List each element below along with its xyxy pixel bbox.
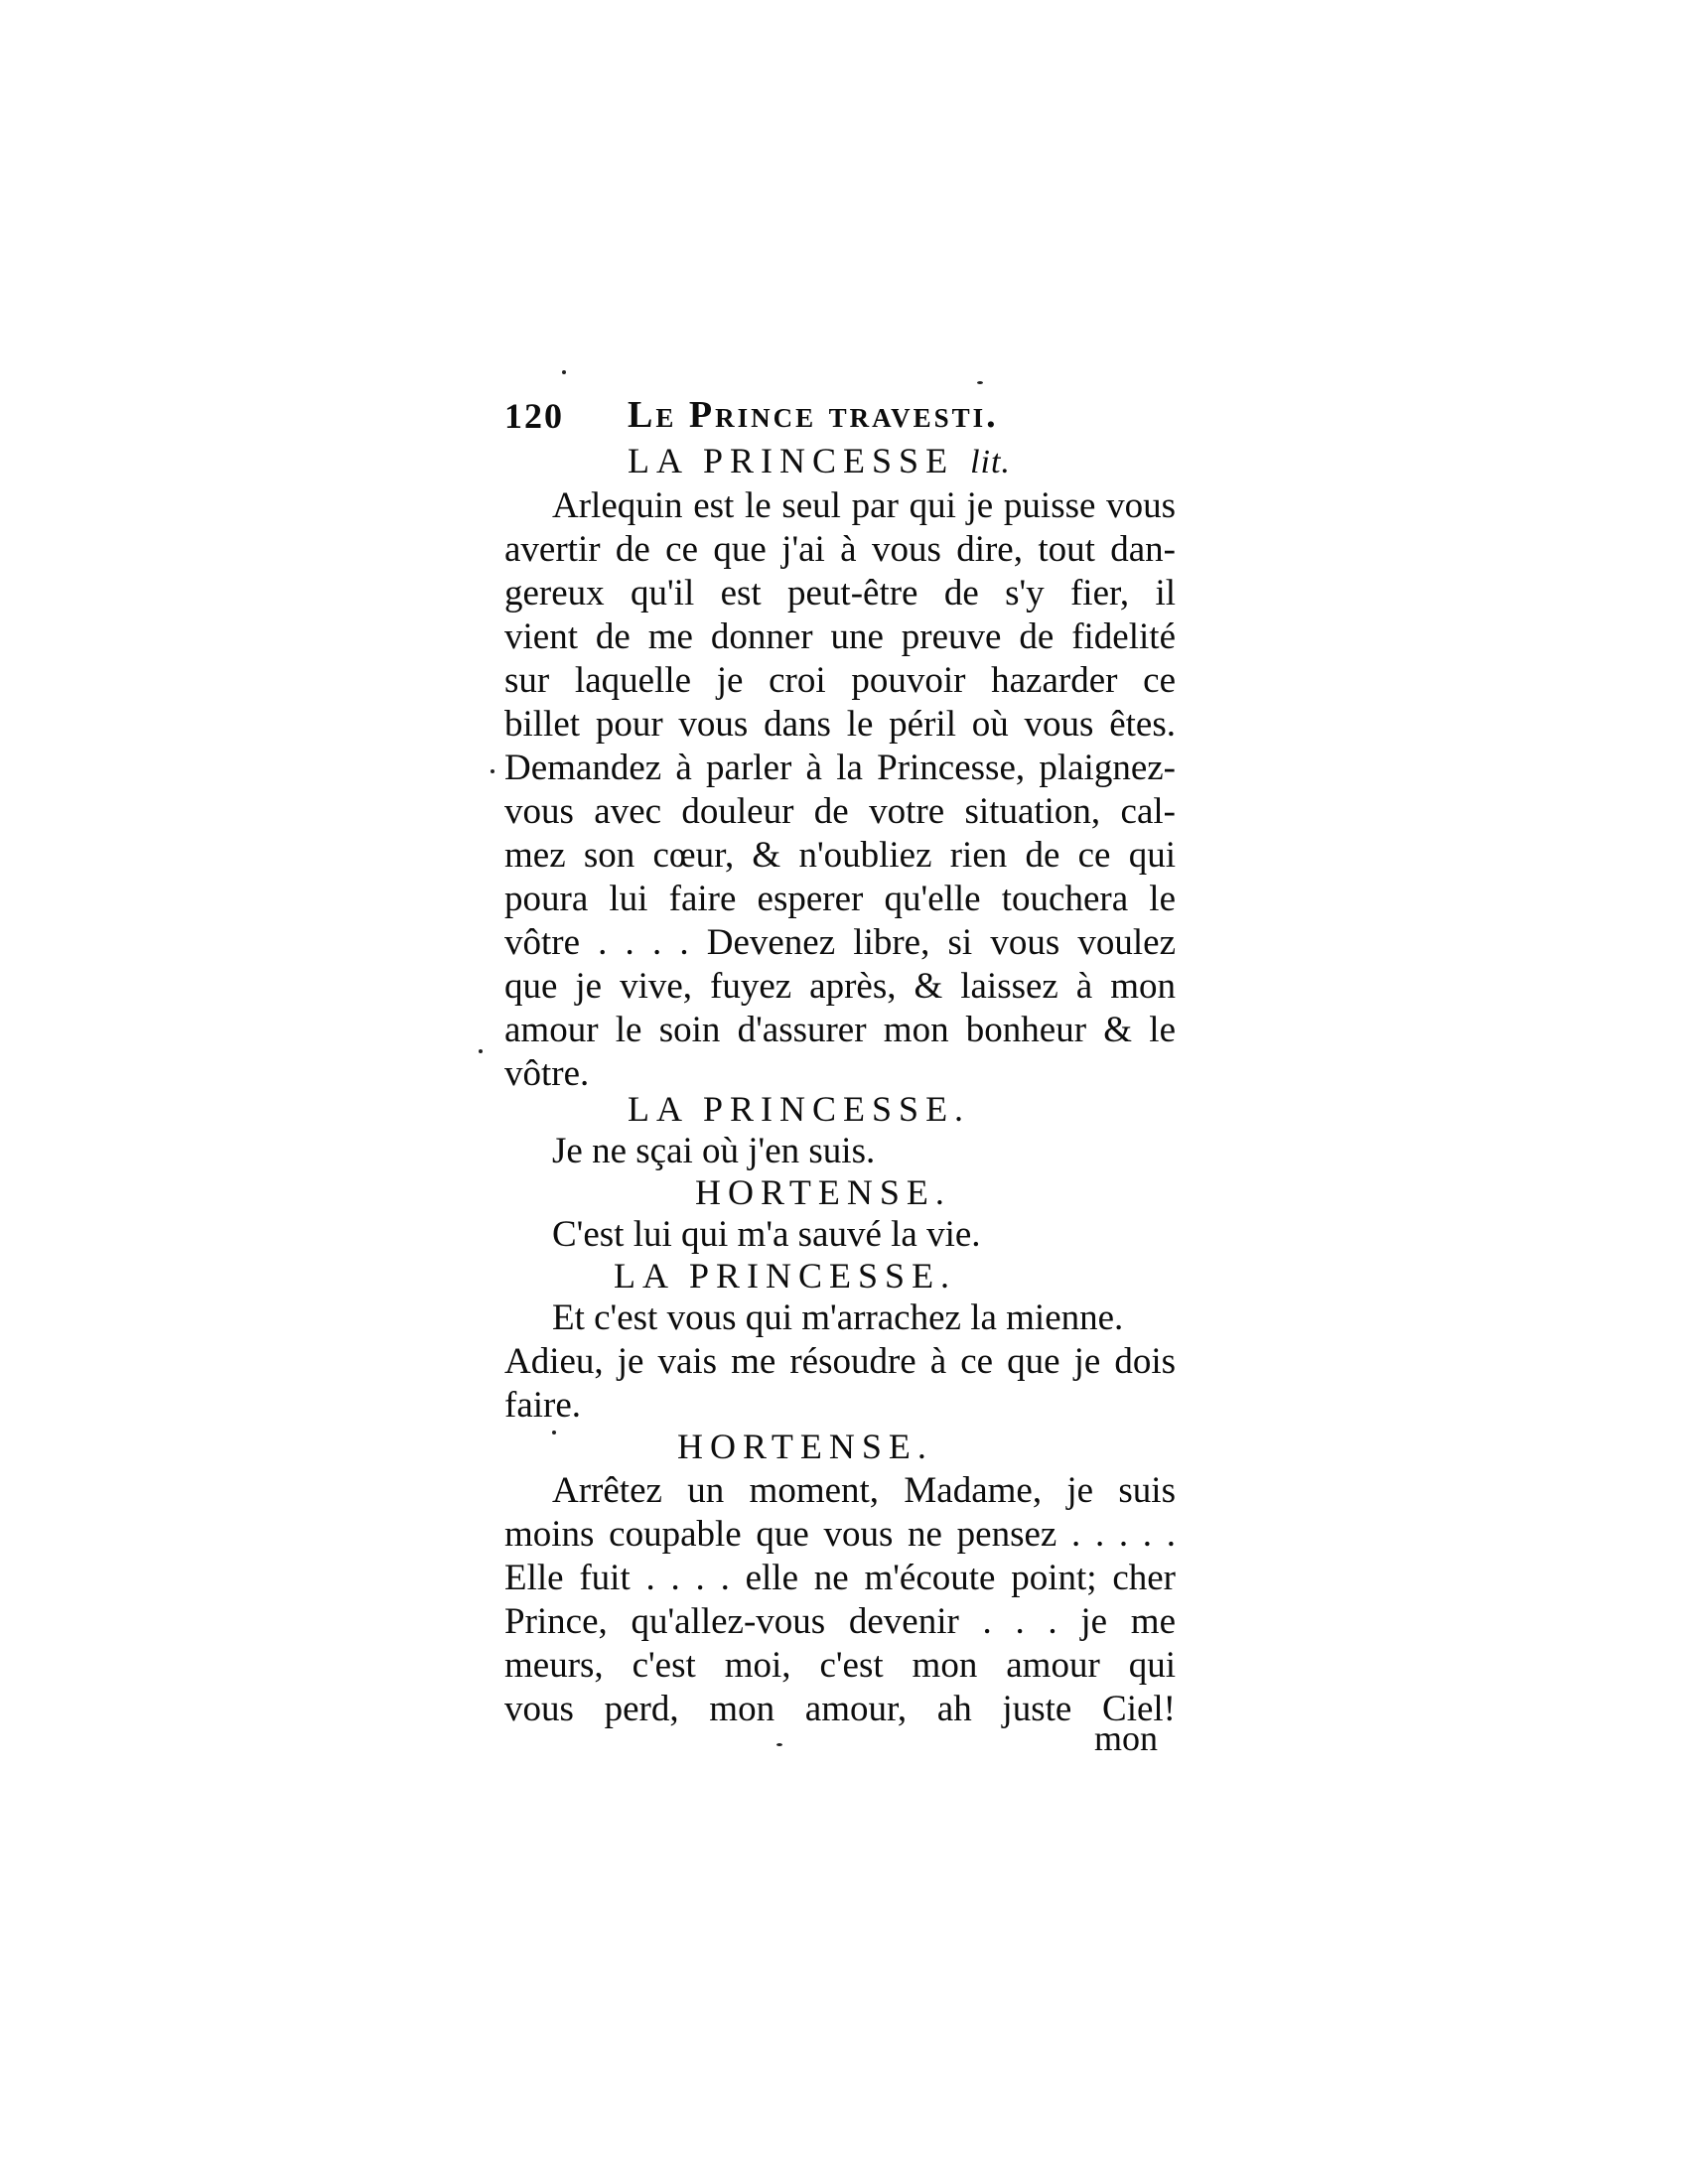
dialogue-line: Prince, qu'allez-vous devenir . . . je me <box>504 1601 1176 1642</box>
dialogue-line: meurs, c'est moi, c'est mon amour qui <box>504 1645 1176 1686</box>
running-head <box>504 393 1176 445</box>
scan-speck <box>552 1431 556 1434</box>
dialogue-line: Et c'est vous qui m'arrachez la mienne. <box>552 1297 1124 1338</box>
dialogue-line: Elle fuit . . . . elle ne m'écoute point; cher <box>504 1558 1176 1598</box>
scan-speck <box>776 1743 782 1746</box>
dialogue-line: C'est lui qui m'a sauvé la vie. <box>552 1214 981 1255</box>
scan-speck <box>491 769 494 773</box>
scan-speck <box>479 1049 483 1053</box>
catchword: mon <box>1094 1718 1159 1758</box>
letter-line: mez son cœur, & n'oubliez rien de ce qui <box>504 835 1176 876</box>
speaker-name: LA PRINCESSE <box>628 441 955 480</box>
speaker-heading: LA PRINCESSE. <box>628 1089 971 1129</box>
letter-line: Arlequin est le seul par qui je puisse vous <box>552 485 1176 526</box>
speaker-heading: HORTENSE. <box>695 1172 951 1212</box>
running-title: Le Prince travesti. <box>628 394 999 436</box>
stage-direction: lit. <box>970 444 1011 480</box>
letter-line: vous avec douleur de votre situation, cal- <box>504 791 1176 832</box>
letter-line: vient de me donner une preuve de fidelité <box>504 616 1176 657</box>
scan-speck <box>562 370 566 374</box>
speaker-heading: HORTENSE. <box>677 1427 933 1466</box>
letter-line: que je vive, fuyez après, & laissez à mon <box>504 966 1176 1007</box>
dialogue-line: moins coupable que vous ne pensez . . . . . <box>504 1514 1176 1555</box>
dialogue-line: Arrêtez un moment, Madame, je suis <box>552 1470 1176 1511</box>
letter-line: Demandez à parler à la Princesse, plaignez- <box>504 748 1176 788</box>
page-number: 120 <box>504 396 564 436</box>
letter-line: sur laquelle je croi pouvoir hazarder ce <box>504 660 1176 701</box>
scan-speck <box>977 381 983 384</box>
dialogue-line: Je ne sçai où j'en suis. <box>552 1131 876 1171</box>
dialogue-line: vous perd, mon amour, ah juste Ciel! <box>504 1689 1176 1729</box>
dialogue-line: faire. <box>504 1385 582 1426</box>
letter-line: vôtre. <box>504 1053 590 1094</box>
letter-line: amour le soin d'assurer mon bonheur & le <box>504 1010 1176 1050</box>
letter-line: poura lui faire esperer qu'elle touchera le <box>504 879 1176 919</box>
letter-line: avertir de ce que j'ai à vous dire, tout dan- <box>504 529 1176 570</box>
letter-line: billet pour vous dans le péril où vous êtes. <box>504 704 1176 745</box>
letter-line: vôtre . . . . Devenez libre, si vous voulez <box>504 922 1176 963</box>
letter-speaker-heading <box>628 440 1011 481</box>
dialogue-line: Adieu, je vais me résoudre à ce que je dois <box>504 1341 1176 1382</box>
letter-line: gereux qu'il est peut-être de s'y fier, il <box>504 573 1176 614</box>
speaker-heading: LA PRINCESSE. <box>614 1256 957 1296</box>
